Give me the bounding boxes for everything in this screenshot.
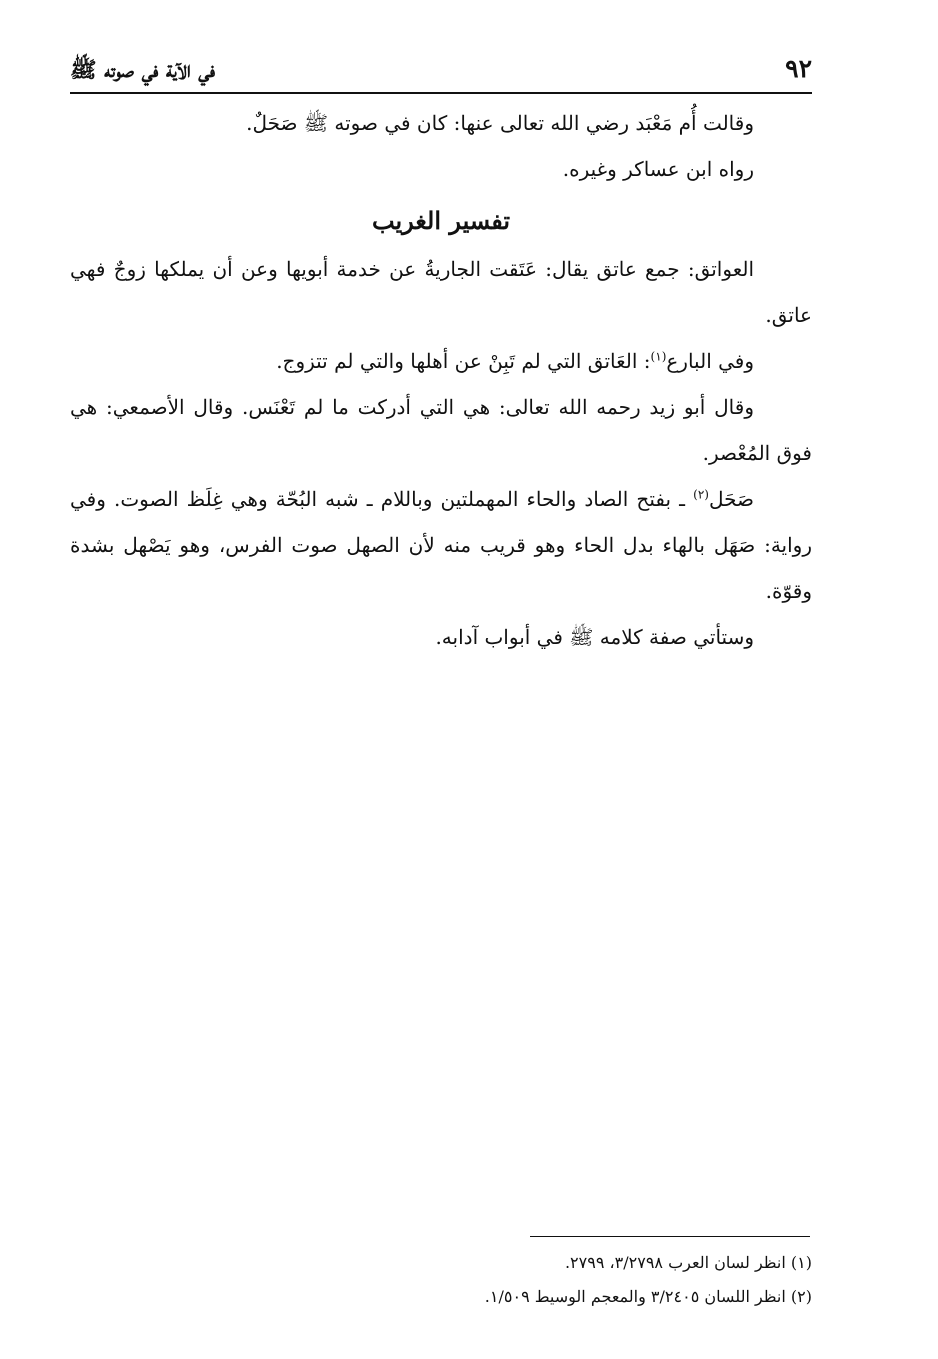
paragraph-bari-text-start: وفي البارع	[666, 349, 754, 373]
paragraph-sahal-text: ـ بفتح الصاد والحاء المهملتين وباللام ـ شبه البُحّة وهي غِلَظ الصوت. وفي رواية: صَهَل بالهاء بدل الحاء وهو قريب منه لأن الصهل صوت الفرس، وهو يَصْهل بشدة وقوّة.	[70, 487, 812, 603]
paragraph-bari-text-end: : العَاتق التي لم تَبِنْ عن أهلها والتي لم تتزوج.	[276, 349, 651, 373]
paragraph-abu-zayd: وقال أبو زيد رحمه الله تعالى: هي التي أدركت ما لم تَعْنَس. وقال الأصمعي: هي فوق المُعْصر.	[70, 395, 812, 465]
footnote-2: (٢) انظر اللسان ٣/٢٤٠٥ والمعجم الوسيط ١/٥٠٩.	[484, 1287, 812, 1306]
paragraph-narration: رواه ابن عساكر وغيره.	[562, 157, 754, 181]
page-number: ٩٢	[785, 54, 812, 83]
main-text	[70, 100, 812, 660]
section-heading: تفسير الغريب	[371, 206, 511, 235]
running-header	[70, 52, 812, 92]
footnote-rule	[530, 1236, 810, 1237]
paragraph-speech: وستأتي صفة كلامه ﷺ في أبواب آدابه.	[435, 625, 754, 649]
footnote-1: (١) انظر لسان العرب ٣/٢٧٩٨، ٢٧٩٩.	[564, 1253, 812, 1272]
paragraph-umm-mabad: وقالت أُم مَعْبَد رضي الله تعالى عنها: كان في صوته ﷺ صَحَلٌ.	[246, 111, 754, 135]
header-rule	[70, 92, 812, 94]
running-title: في الآية في صوته ﷺ	[70, 57, 216, 83]
footnotes	[70, 1246, 812, 1314]
footnote-ref-2[interactable]: (٢)	[693, 487, 709, 502]
paragraph-sahal-term: صَحَل	[708, 487, 754, 511]
paragraph-bari	[70, 338, 812, 384]
paragraph-sahal	[70, 476, 812, 614]
paragraph-awatiq: العواتق: جمع عاتق يقال: عَتَقت الجاريةُ عن خدمة أبويها وعن أن يملكها زوجٌ فهي عاتق.	[70, 257, 812, 327]
footnote-ref-1[interactable]: (١)	[650, 349, 667, 364]
